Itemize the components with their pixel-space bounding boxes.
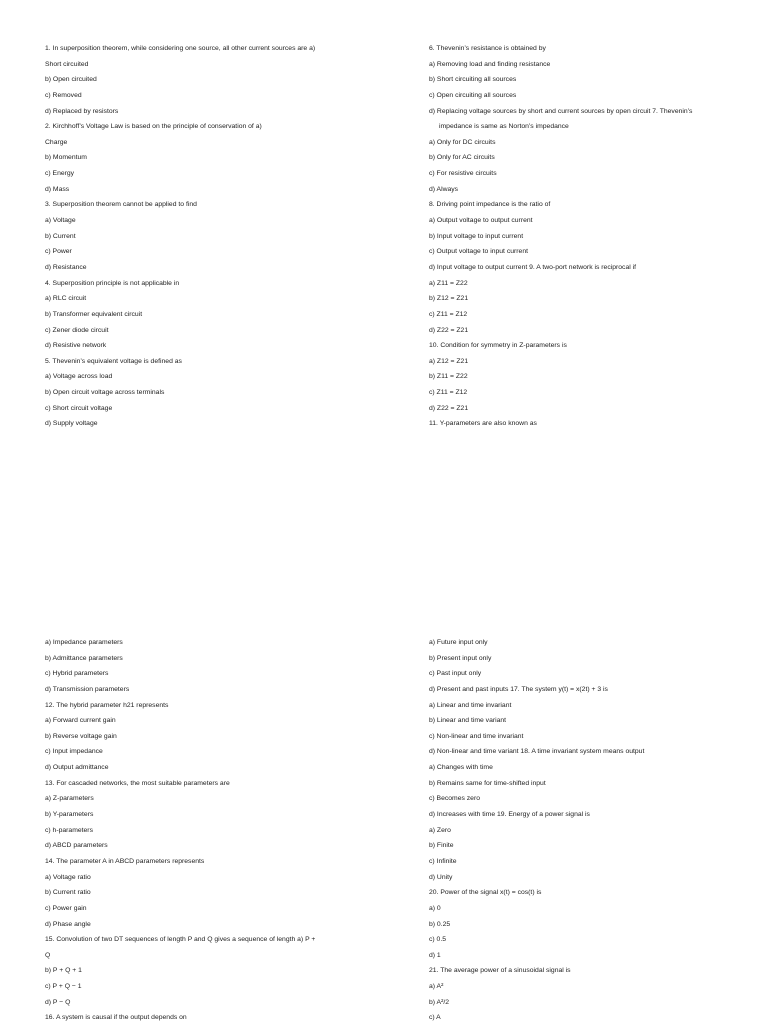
text-line: d) Always [429,185,459,193]
text-line: b) Finite [429,842,454,850]
text-line: d) Replaced by resistors [45,107,119,115]
text-line: d) Mass [45,185,70,193]
text-line: a) Voltage [45,217,76,225]
text-line: c) Hybrid parameters [45,670,109,678]
text-line: d) P − Q [45,998,71,1006]
text-line: b) Current ratio [45,889,91,897]
text-line: c) Short circuit voltage [45,404,113,412]
top-right-text-block [429,41,759,432]
text-line: d) Increases with time 19. Energy of a power signal is [429,811,590,819]
text-line: c) A [429,1014,441,1022]
text-line: a) 0 [429,904,441,912]
text-line: b) Short circuiting all sources [429,76,517,84]
text-line: d) Phase angle [45,920,91,928]
text-line: a) Z12 = Z21 [429,357,469,365]
text-line: 16. A system is causal if the output depends on [45,1014,187,1022]
text-line: c) Infinite [429,857,457,865]
text-line: 2. Kirchhoff’s Voltage Law is based on the principle of conservation of a) [45,123,262,131]
text-line: Charge [45,138,68,146]
text-line: a) RLC circuit [45,295,87,303]
text-line: a) Forward current gain [45,717,116,725]
text-line: 6. Thevenin’s resistance is obtained by [429,45,546,52]
text-line: b) A²/2 [429,998,450,1006]
text-line: a) Linear and time invariant [429,701,512,709]
text-line: b) Reverse voltage gain [45,732,117,740]
text-line: d) Unity [429,873,453,881]
text-line: 21. The average power of a sinusoidal signal is [429,967,571,975]
text-line: b) Z12 = Z21 [429,295,469,303]
text-line: b) 0.25 [429,920,451,928]
text-line: b) Current [45,232,76,240]
text-line: d) Present and past inputs 17. The system y(t) = x(2t) + 3 is [429,685,608,693]
text-line: c) Energy [45,170,75,178]
text-line: b) Only for AC circuits [429,154,495,162]
text-line: c) Input impedance [45,748,103,756]
text-line: a) Z-parameters [45,795,94,803]
text-line: b) Admittance parameters [45,654,123,662]
text-line: d) Replacing voltage sources by short and current sources by open circuit 7. Thevenin’s [429,107,693,115]
text-line: d) Output admittance [45,764,109,772]
text-line: c) Power [45,248,72,256]
text-line: d) 1 [429,951,441,959]
text-line: d) Non-linear and time variant 18. A time invariant system means output [429,748,645,756]
text-line: 3. Superposition theorem cannot be applied to find [45,201,197,209]
text-line: 15. Convolution of two DT sequences of length P and Q gives a sequence of length a) P + [45,936,316,944]
top-left-text-block [45,41,375,432]
text-line: c) For resistive circuits [429,170,497,178]
text-line: a) Removing load and finding resistance [429,60,551,68]
text-line: b) Open circuit voltage across terminals [45,389,165,397]
text-line: a) Output voltage to output current [429,217,533,225]
text-line: Short circuited [45,60,89,68]
text-line: a) Zero [429,826,451,834]
text-line: 8. Driving point impedance is the ratio of [429,201,551,209]
bottom-right-text-block [429,635,759,1026]
text-line: b) Transformer equivalent circuit [45,310,143,318]
text-line: a) Changes with time [429,764,493,772]
text-line: c) P + Q − 1 [45,983,82,991]
text-line: d) Resistive network [45,342,107,350]
text-line: 1. In superposition theorem, while considering one source, all other current sources are a) [45,45,316,52]
bottom-left-text-block [45,635,375,1026]
text-line: d) Input voltage to output current 9. A two-port network is reciprocal if [429,263,637,271]
text-line: 13. For cascaded networks, the most suitable parameters are [45,779,230,787]
text-line: b) Momentum [45,154,87,162]
text-line: b) Y-parameters [45,811,94,819]
text-line: d) Transmission parameters [45,685,130,693]
text-line: 4. Superposition principle is not applicable in [45,279,180,287]
text-line: c) Open circuiting all sources [429,91,517,99]
text-line: c) Becomes zero [429,795,480,803]
text-line: c) Removed [45,91,82,99]
text-line: a) Voltage ratio [45,873,91,881]
text-line: a) Voltage across load [45,373,113,381]
text-line: 14. The parameter A in ABCD parameters represents [45,857,205,865]
text-line: impedance is same as Norton’s impedance [439,123,569,131]
text-line: b) Open circuited [45,76,97,84]
text-line: 11. Y-parameters are also known as [429,420,537,428]
text-line: b) Input voltage to input current [429,232,524,240]
text-line: 12. The hybrid parameter h21 represents [45,701,169,709]
text-line: d) Resistance [45,263,87,271]
text-line: a) Only for DC circuits [429,138,496,146]
text-line: b) Linear and time variant [429,717,507,725]
text-line: a) A² [429,983,444,991]
text-line: c) Zener diode circuit [45,326,109,334]
text-line: c) 0.5 [429,936,446,944]
text-line: c) Past input only [429,670,482,678]
text-line: 10. Condition for symmetry in Z-parameters is [429,342,567,350]
text-line: c) Power gain [45,904,87,912]
text-line: a) Impedance parameters [45,639,123,646]
text-line: d) Z22 = Z21 [429,326,469,334]
text-line: c) Z11 = Z12 [429,310,468,318]
text-line: c) h-parameters [45,826,93,834]
text-line: b) Present input only [429,654,492,662]
text-line: b) Remains same for time-shifted input [429,779,546,787]
text-line: c) Output voltage to input current [429,248,528,256]
text-line: 5. Thevenin’s equivalent voltage is defined as [45,357,182,365]
text-line: c) Z11 = Z12 [429,389,468,397]
text-line: d) ABCD parameters [45,842,108,850]
text-line: a) Future input only [429,639,488,646]
text-line: a) Z11 = Z22 [429,279,468,287]
text-line: b) P + Q + 1 [45,967,82,975]
text-line: Q [45,951,51,959]
text-line: 20. Power of the signal x(t) = cos(t) is [429,889,542,897]
text-line: b) Z11 = Z22 [429,373,468,381]
text-line: d) Supply voltage [45,420,98,428]
text-line: c) Non-linear and time invariant [429,732,524,740]
text-line: d) Z22 = Z21 [429,404,469,412]
